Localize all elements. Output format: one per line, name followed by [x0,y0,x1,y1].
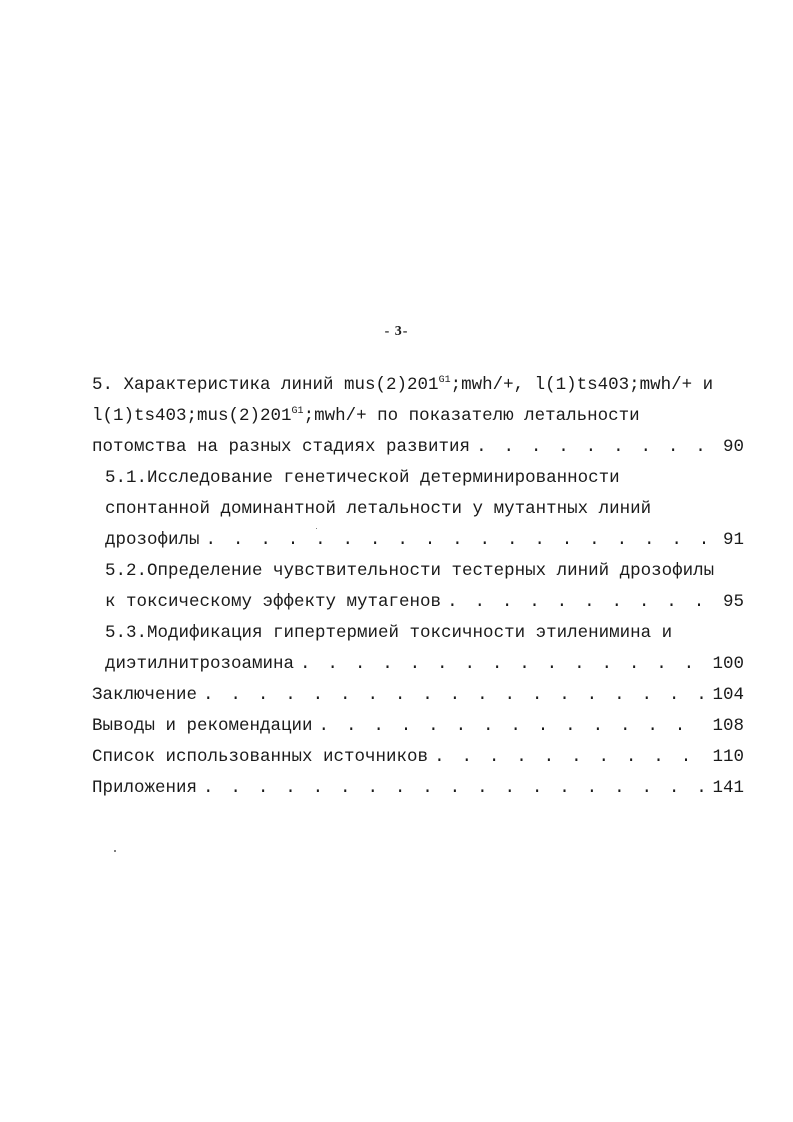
toc-entry-appendices [92,773,744,804]
superscript: G1 [291,406,304,417]
toc-entry-5-2-line-1: 5.2.Определение чувствительности тестерных линий дрозофилы [105,561,715,581]
dot-leader [203,680,706,711]
toc-text: Приложения [92,778,198,798]
toc-entry-5-3-line-2 [92,649,744,680]
toc-entry-5-1-line-3 [92,525,744,556]
toc-text: диэтилнитрозоамина [105,654,295,674]
scan-speck [114,850,116,852]
superscript: G1 [438,375,451,386]
toc-page-number: 91 [722,530,744,550]
toc-page-number: 108 [712,716,744,736]
toc-entry-5-2-line-2 [92,587,744,618]
toc-entry-5-line-2 [92,401,744,432]
dot-leader [434,742,706,773]
scan-speck [316,528,317,529]
toc-page-number: 95 [722,592,744,612]
dot-leader [206,525,717,556]
dot-leader [319,711,707,742]
toc-entry-5-line-3 [92,432,744,463]
toc-entry-references [92,742,744,773]
toc-page-number: 141 [712,778,744,798]
toc-page-number: 110 [712,747,744,767]
toc-text: ;mwh/+, l(1)ts403;mwh/+ и [450,375,714,395]
toc-page-number: 90 [722,437,744,457]
toc-text: Выводы и рекомендации [92,716,313,736]
toc-entry-conclusion [92,680,744,711]
table-of-contents [92,370,744,804]
toc-text: потомства на разных стадиях развития [92,437,471,457]
toc-text: к токсическому эффекту мутагенов [105,592,442,612]
dot-leader [447,587,717,618]
toc-entry-5-1-line-2: спонтанной доминантной летальности у мутантных линий [105,499,652,519]
dot-leader [203,773,706,804]
toc-text: l(1)ts403;mus(2)201 [92,406,292,426]
toc-text: Заключение [92,685,198,705]
toc-entry-findings [92,711,744,742]
toc-page-number: 104 [712,685,744,705]
toc-text: дрозофилы [105,530,200,550]
toc-text: ;mwh/+ по показателю летальности [303,406,640,426]
page-number: - 3- [384,324,409,339]
toc-entry-5-1-line-1: 5.1.Исследование генетической детерминированности [105,468,620,488]
dot-leader [476,432,717,463]
toc-text: 5. Характеристика линий mus(2)201 [92,375,439,395]
dot-leader [300,649,706,680]
toc-text: Список использованных источников [92,747,429,767]
toc-page-number: 100 [712,654,744,674]
toc-entry-5-3-line-1: 5.3.Модификация гипертермией токсичности этиленимина и [105,623,673,643]
toc-entry-5-line-1 [92,370,744,401]
